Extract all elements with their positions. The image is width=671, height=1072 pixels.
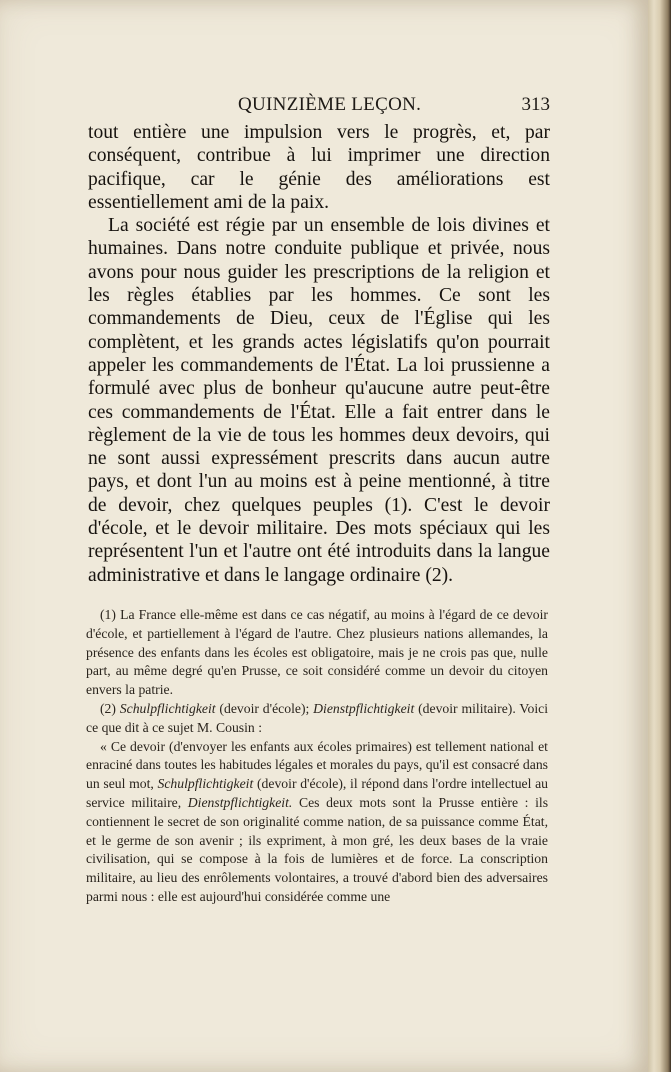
page-edge	[648, 0, 671, 1072]
paragraph-2: La société est régie par un ensemble de lois divines et humaines. Dans notre conduite publique et privée, nous avons pour nous guider les prescriptions de la religion et les règles établies par les hommes. Ce sont les commandements de Dieu, ceux de l'Église qui les complètent, et les grands actes législatifs qu'on pourrait appeler les commandements de l'État. La loi prussienne a formulé avec plus de bonheur qu'aucune autre peut-être ces commandements de l'État. Elle a fait entrer dans le règlement de la vie de tous les hommes deux devoirs, qui ne sont aussi expressément prescrits dans aucun autre pays, et dont l'un au moins est à peine mentionné, à titre de devoir, chez quelques peuples (1). C'est le devoir d'école, et le devoir militaire. Des mots spéciaux qui les représentent l'un et l'autre ont été introduits dans la langue administrative et dans le langage ordinaire (2).	[88, 215, 550, 586]
footnotes	[86, 606, 548, 907]
footnote-1: (1) La France elle-même est dans ce cas négatif, au moins à l'égard de ce devoir d'école, et partiellement à l'égard de l'autre. Chez plusieurs nations allemandes, la présence des enfants dans les écoles est obligatoire, mais je ne crois pas que, nulle part, au même degré qu'en Prusse, ce soit considéré comme un devoir du citoyen envers la patrie.	[86, 607, 548, 698]
footnote-2-label: (2)	[100, 700, 116, 716]
page-header	[88, 92, 550, 118]
quote-term-schulpflichtigkeit: Schulpflichtigkeit	[157, 776, 254, 792]
page-number: 313	[521, 94, 550, 115]
gloss-devoir-ecole: (devoir d'école);	[219, 700, 310, 716]
paragraph-1: tout entière une impulsion vers le progrès, et, par conséquent, contribue à lui imprimer une direction pacifique, car le génie des améliorations est essentiellement ami de la paix.	[88, 122, 550, 213]
cousin-quote	[86, 738, 548, 907]
running-head: QUINZIÈME LEÇON.	[238, 94, 422, 115]
term-schulpflichtigkeit: Schulpflichtigkeit	[119, 700, 216, 716]
quote-part-b: (devoir d'école), il répond dans l'ordre intellectuel au service militaire,	[86, 776, 549, 810]
footnote-2	[86, 700, 548, 738]
quote-part-c: Ces deux mots sont la Prusse entière : ils contiennent le secret de son originalité comme nation, de sa puissance comme État, et le germe de son avenir ; ils expriment, à mon gré, les deux bases de la vraie civilisation, qui se compose à la fois de lumières et de force. La conscription militaire, au lieu des enrôlements volontaires, a trouvé d'abord bien des adversaires parmi nous : elle est aujourd'hui considérée comme une	[86, 794, 549, 904]
main-text	[88, 121, 550, 587]
gloss-devoir-militaire: (devoir militaire). Voici ce que dit à ce sujet M. Cousin :	[86, 700, 549, 735]
quote-part-a: « Ce devoir (d'envoyer les enfants aux écoles primaires) est tellement national et enraciné dans toutes les habitudes légales et morales du pays, qu'il est consacré dans un seul mot,	[86, 738, 548, 792]
quote-term-dienstpflichtigkeit: Dienstpflichtigkeit.	[187, 794, 293, 810]
term-dienstpflichtigkeit: Dienstpflichtigkeit	[313, 700, 415, 716]
